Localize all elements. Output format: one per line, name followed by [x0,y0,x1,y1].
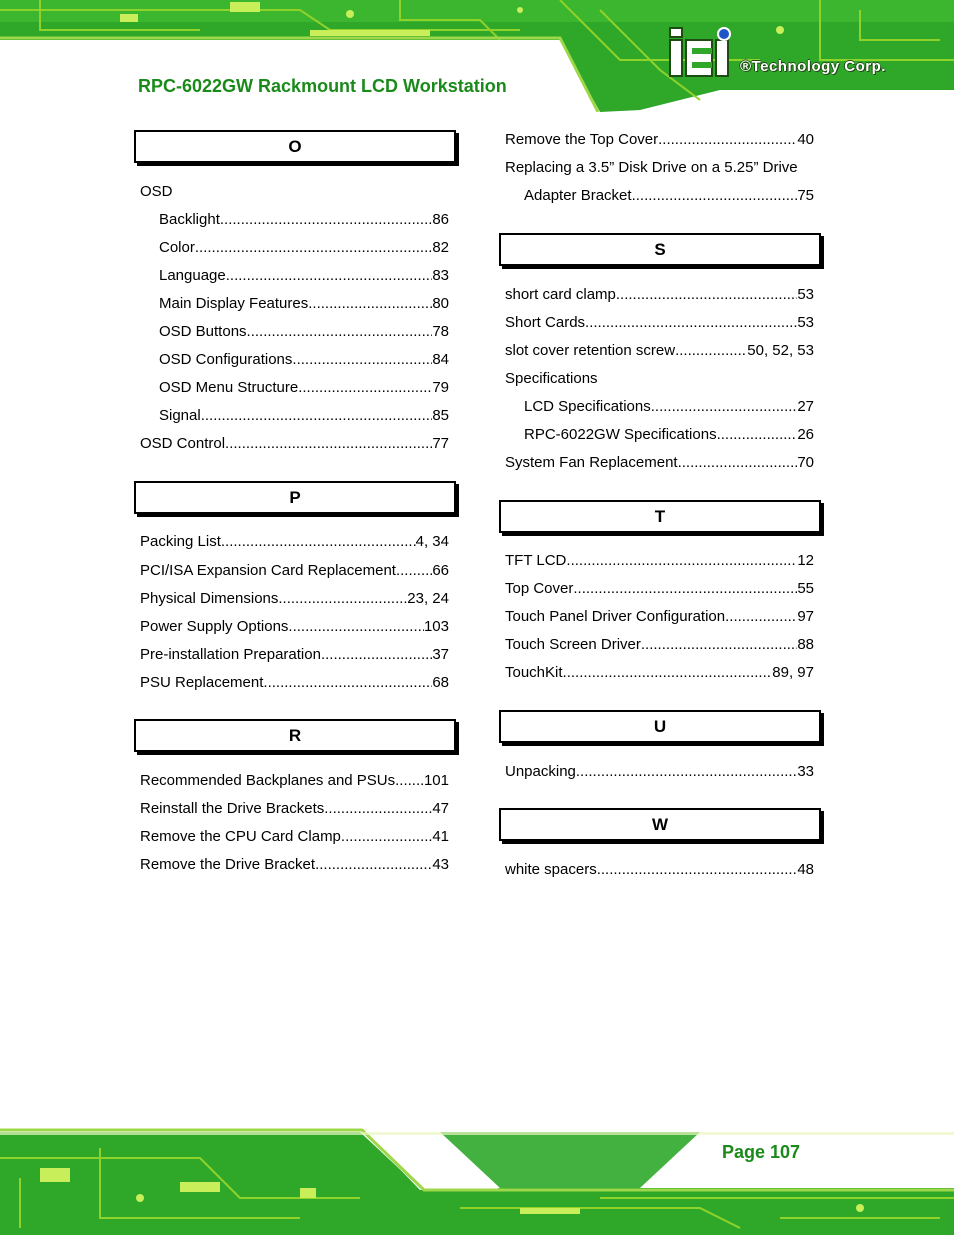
index-entry: Color ..... 82 [159,237,449,259]
document-title: RPC-6022GW Rackmount LCD Workstation [138,76,507,96]
index-entry: white spacers ..... 48 [505,859,814,881]
index-entry: Remove the Drive Bracket ..... 43 [140,854,449,876]
index-entry: OSD Buttons ..... 78 [159,321,449,343]
section-header-u [499,710,821,743]
index-entry: PSU Replacement ..... 68 [140,672,449,694]
section-header-o [134,130,456,163]
index-heading-specifications: Specifications [505,370,598,387]
page-number: Page 107 [722,1142,801,1162]
index-entry: OSD Control ..... 77 [140,433,449,455]
index-entry: TFT LCD ..... 12 [505,550,814,572]
section-header-p [134,481,456,514]
section-letter: P [289,488,301,507]
section-letter: S [654,240,666,259]
index-entry: Language ..... 83 [159,265,449,287]
index-entry: Packing List ..... 4, 34 [140,531,449,553]
section-header-r [134,719,456,752]
index-entry: TouchKit ..... 89, 97 [505,662,814,684]
section-header-s [499,233,821,266]
index-entry: Power Supply Options ..... 103 [140,616,449,638]
index-entry: Physical Dimensions ..... 23, 24 [140,588,449,610]
index-entry: Adapter Bracket ..... 75 [524,185,814,207]
index-entry: System Fan Replacement ..... 70 [505,452,814,474]
section-header-w [499,808,821,841]
index-entry: Top Cover ..... 55 [505,578,814,600]
index-entry: slot cover retention screw ..... 50, 52, 53 [505,340,814,362]
section-letter: R [288,726,302,745]
page-header [0,0,954,112]
index-entry: RPC-6022GW Specifications ..... 26 [524,424,814,446]
index-entry: Remove the CPU Card Clamp ..... 41 [140,826,449,848]
index-entry: Backlight ..... 86 [159,209,449,231]
section-letter: T [654,507,666,526]
index-entry: OSD Configurations ..... 84 [159,349,449,371]
index-entry: short card clamp ..... 53 [505,284,814,306]
index-entry: Unpacking ..... 33 [505,761,814,783]
pcb-footer-art [0,1118,954,1235]
index-entry-text: Replacing a 3.5” Disk Drive on a 5.25” Drive [505,159,798,176]
index-entry: Touch Panel Driver Configuration ..... 97 [505,606,814,628]
section-letter: U [653,717,667,736]
index-entry: Reinstall the Drive Brackets ..... 47 [140,798,449,820]
section-letter: O [288,137,302,156]
index-entry: Recommended Backplanes and PSUs ..... 101 [140,770,449,792]
logo-text: ®Technology Corp. [740,58,886,75]
index-entry: Short Cards ..... 53 [505,312,814,334]
index-entry: Touch Screen Driver ..... 88 [505,634,814,656]
section-header-t [499,500,821,533]
index-entry: Remove the Top Cover ..... 40 [505,129,814,151]
index-entry: Pre-installation Preparation ..... 37 [140,644,449,666]
page-footer [0,1118,954,1235]
section-letter: W [651,815,669,834]
index-entry: Main Display Features ..... 80 [159,293,449,315]
index-entry: OSD Menu Structure ..... 79 [159,377,449,399]
index-entry: Signal ..... 85 [159,405,449,427]
index-entry: PCI/ISA Expansion Card Replacement ..... 66 [140,560,449,582]
index-entry: LCD Specifications ..... 27 [524,396,814,418]
index-heading-osd: OSD [140,183,173,200]
